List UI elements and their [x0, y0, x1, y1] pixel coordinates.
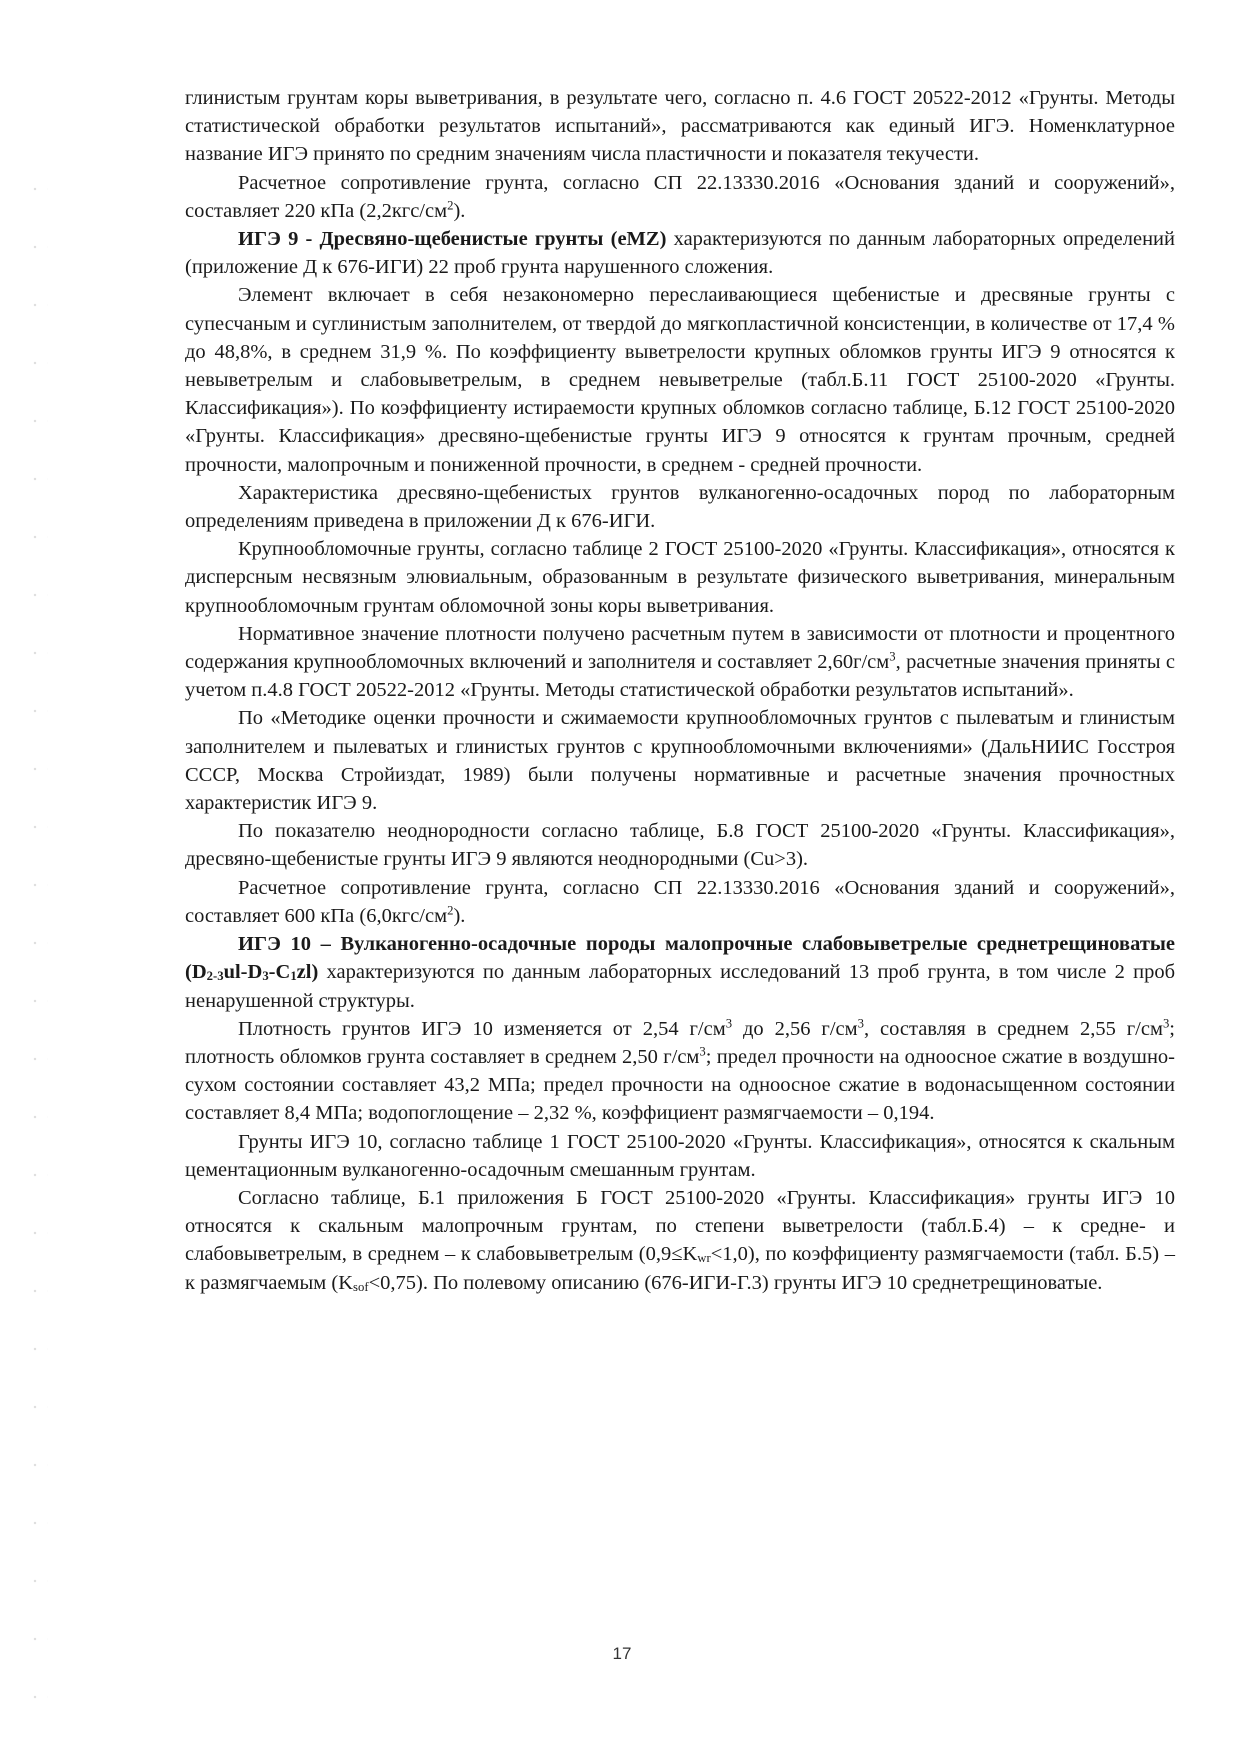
paragraph-text: По «Методике оценки прочности и сжимаемости крупнообломочных грунтов с пылеватым и глинистым заполнителем и пылеватых и глинистых грунтов с крупнообломочными включениями» (ДальНИИС Госстроя СССР, Москва Стройиздат, 1989) были получены нормативные и расчетные значения прочностных характеристик ИГЭ 9. — [185, 707, 1175, 815]
paragraph-13 — [185, 1128, 1175, 1184]
page-number: 17 — [612, 1644, 632, 1663]
paragraph-text: <0,75). По полевому описанию (676-ИГИ-Г.3) грунты ИГЭ 10 среднетрещиноватые. — [368, 1271, 1103, 1294]
superscript: 3 — [889, 649, 896, 664]
subscript: sof — [353, 1279, 369, 1294]
paragraph-2 — [185, 169, 1175, 225]
paragraph-12 — [185, 1015, 1175, 1128]
paragraph-ige10-heading — [185, 930, 1175, 1015]
paragraph-ige9-heading — [185, 225, 1175, 281]
ige9-title: ИГЭ 9 - Дресвяно-щебенистые грунты (eMZ) — [238, 228, 667, 251]
paragraph-text: , расчетные значения приняты с учетом п.4.8 ГОСТ 20522-2012 «Грунты. Методы статистической обработки результатов испытаний». — [185, 651, 1175, 702]
subscript: 1 — [290, 969, 297, 984]
superscript: 3 — [725, 1016, 733, 1031]
superscript: 2 — [447, 903, 454, 918]
superscript: 2 — [447, 198, 454, 213]
paragraph-text: ). — [453, 199, 466, 222]
paragraph-text: Характеристика дресвяно-щебенистых грунтов вулканогенно-осадочных пород по лабораторным определениям приведена в приложении Д к 676-ИГИ. — [185, 481, 1175, 533]
paragraph-text: Грунты ИГЭ 10, согласно таблице 1 ГОСТ 25100-2020 «Грунты. Классификация», относятся к скальным цементационным вулканогенно-осадочным смешанным грунтам. — [185, 1130, 1175, 1181]
paragraph-1 — [185, 84, 1175, 169]
paragraph-text: Крупнообломочные грунты, согласно таблице 2 ГОСТ 25100-2020 «Грунты. Классификация», относятся к дисперсным несвязным элювиальным, образованным в результате физического выветривания, минеральным крупнообломочным грунтам обломочной зоны коры выветривания. — [185, 538, 1175, 617]
paragraph-5 — [185, 479, 1175, 535]
paragraph-text: Плотность грунтов ИГЭ 10 изменяется от 2,54 г/см — [238, 1017, 726, 1040]
ige10-title-part: -C — [268, 961, 291, 984]
paragraph-4 — [185, 281, 1175, 478]
paragraph-text: , составляя в среднем 2,55 г/см — [863, 1017, 1163, 1040]
paragraph-9 — [185, 817, 1175, 873]
paragraph-text: Расчетное сопротивление грунта, согласно СП 22.13330.2016 «Основания зданий и сооружений», составляет 600 кПа (6,0кгс/см — [185, 876, 1175, 927]
paragraph-8 — [185, 704, 1175, 817]
superscript: 3 — [699, 1044, 706, 1059]
subscript: wr — [697, 1251, 711, 1266]
paragraph-text: ). — [453, 904, 466, 927]
paragraph-10 — [185, 874, 1175, 930]
paragraph-text: Расчетное сопротивление грунта, согласно СП 22.13330.2016 «Основания зданий и сооружений», составляет 220 кПа (2,2кгс/см — [185, 171, 1175, 222]
ige10-title-part: ИГЭ 10 – Вулканогенно-осадочные породы малопрочные слабовыветрелые среднетрещиноватые (D — [185, 933, 1175, 984]
paragraph-text: глинистым грунтам коры выветривания, в результате чего, согласно п. 4.6 ГОСТ 20522-2012 «Грунты. Методы статистической обработки результатов испытаний», рассматриваются как единый ИГЭ. Номенклатурное название ИГЭ принято по средним значениям числа пластичности и показателя текучести. — [185, 87, 1175, 166]
subscript: 3 — [262, 969, 269, 984]
ige10-title-part: zl) — [296, 961, 319, 984]
document-body — [185, 84, 1175, 1297]
paragraph-text: характеризуются по данным лабораторных исследований 13 проб грунта, в том числе 2 проб ненарушенной структуры. — [185, 961, 1175, 1012]
paragraph-6 — [185, 535, 1175, 620]
superscript: 3 — [1162, 1016, 1170, 1031]
paragraph-text: ; плотность обломков грунта составляет в среднем 2,50 г/см — [185, 1017, 1175, 1068]
paragraph-text: характеризуются по данным лабораторных определений (приложение Д к 676-ИГИ) 22 проб грунта нарушенного сложения. — [185, 228, 1175, 279]
paragraph-text: Согласно таблице, Б.1 приложения Б ГОСТ 25100-2020 «Грунты. Классификация» грунты ИГЭ 10 относятся к скальным малопрочным грунтам, по степени выветрелости (табл.Б.4) – к средне- и слабовыветрелым, в среднем – к слабовыветрелым (0,9≤K — [185, 1186, 1175, 1266]
paragraph-text: ; предел прочности на одноосное сжатие в воздушно-сухом состоянии составляет 43,2 МПа; предел прочности на одноосное сжатие в водонасыщенном состоянии составляет 8,4 МПа; водопоглощение – 2,32 %, коэффициент размягчаемости – 0,194. — [185, 1045, 1175, 1125]
superscript: 3 — [857, 1016, 864, 1031]
paragraph-text: Элемент включает в себя незакономерно переслаивающиеся щебенистые и дресвяные грунты с супесчаным и суглинистым заполнителем, от твердой до мягкопластичной консистенции, в количестве от 17,4 % до 48,8%, в среднем 31,9 %. По коэффициенту выветрелости крупных обломков грунты ИГЭ 9 относятся к невыветрелым и слабовыветрелым, в среднем невыветрелые (табл.Б.11 ГОСТ 25100-2020 «Грунты. Классификация»). По коэффициенту истираемости крупных обломков согласно таблице, Б.12 ГОСТ 25100-2020 «Грунты. Классификация» дресвяно-щебенистые грунты ИГЭ 9 относятся к грунтам прочным, средней прочности, малопрочным и пониженной прочности, в среднем - средней прочности. — [185, 284, 1175, 476]
ige10-title-part: ul-D — [223, 961, 263, 984]
paragraph-7 — [185, 620, 1175, 705]
paragraph-text: Нормативное значение плотности получено расчетным путем в зависимости от плотности и процентного содержания крупнообломочных включений и заполнителя и составляет 2,60г/см — [185, 622, 1175, 674]
paragraph-text: По показателю неоднородности согласно таблице, Б.8 ГОСТ 25100-2020 «Грунты. Классификация», дресвяно-щебенистые грунты ИГЭ 9 являются неоднородными (Cu>3). — [185, 820, 1175, 871]
paragraph-text: до 2,56 г/см — [732, 1017, 858, 1040]
paragraph-14 — [185, 1184, 1175, 1297]
paragraph-text: <1,0), по коэффициенту размягчаемости (табл. Б.5) – к размягчаемым (K — [185, 1243, 1175, 1294]
subscript: 2-3 — [206, 969, 224, 984]
scan-edge-marks — [28, 160, 48, 1720]
